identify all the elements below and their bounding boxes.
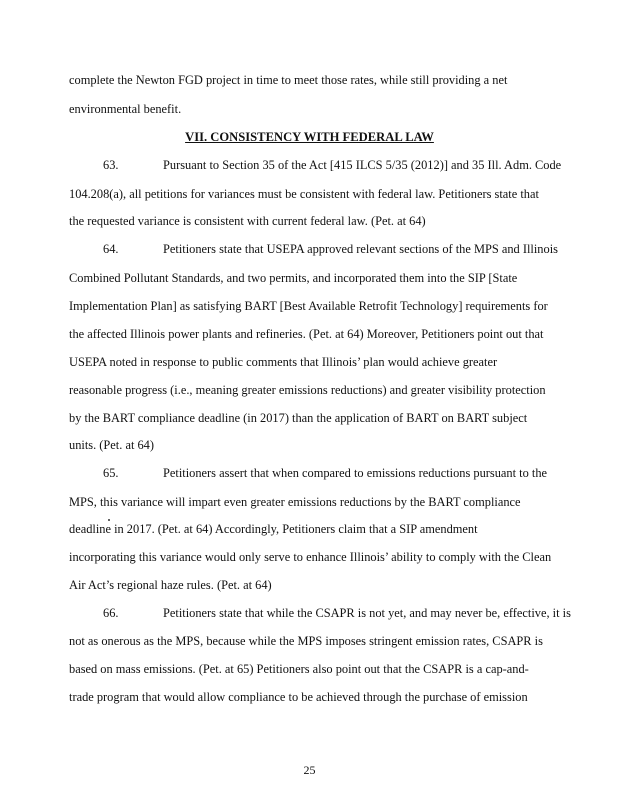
text-line: units. (Pet. at 64) [69,438,155,452]
paragraph-66-line-1 [69,605,571,621]
paragraph-63-line-1 [69,157,561,173]
text-line: Petitioners state that USEPA approved relevant sections of the MPS and Illinois [163,242,558,256]
text-line: Pursuant to Section 35 of the Act [415 ILCS 5/35 (2012)] and 35 Ill. Adm. Code [163,158,562,172]
text-line: based on mass emissions. (Pet. at 65) Petitioners also point out that the CSAPR is a cap-and- [69,662,529,676]
text-line: the requested variance is consistent with current federal law. (Pet. at 64) [69,214,426,228]
paragraph-number: 63. [103,158,119,172]
text-line: Petitioners state that while the CSAPR is not yet, and may never be, effective, it is [163,606,571,620]
text-line: by the BART compliance deadline (in 2017) than the application of BART on BART subject [69,411,528,425]
text-line: complete the Newton FGD project in time to meet those rates, while still providing a net [69,73,508,87]
text-line: USEPA noted in response to public comments that Illinois’ plan would achieve greater [69,355,498,369]
paragraph-65-line-1 [69,465,547,481]
text-line: Petitioners assert that when compared to emissions reductions pursuant to the [163,466,548,480]
text-line: not as onerous as the MPS, because while the MPS imposes stringent emission rates, CSAPR is [69,634,543,648]
text-line: Implementation Plan] as satisfying BART [Best Available Retrofit Technology] requirements for [69,299,548,313]
text-line: reasonable progress (i.e., meaning greater emissions reductions) and greater visibility protection [69,383,546,397]
text-line: deadline in 2017. (Pet. at 64) Accordingly, Petitioners claim that a SIP amendment [69,522,478,536]
text-line: incorporating this variance would only serve to enhance Illinois’ ability to comply with the Clean [69,550,552,564]
text-line: environmental benefit. [69,102,182,116]
page-number: 25 [303,763,316,777]
text-line: Combined Pollutant Standards, and two permits, and incorporated them into the SIP [State [69,271,518,285]
text-line: Air Act’s regional haze rules. (Pet. at 64) [69,578,272,592]
paragraph-number: 65. [103,466,119,480]
text-line: MPS, this variance will impart even greater emissions reductions by the BART compliance [69,495,521,509]
paragraph-number: 64. [103,242,119,256]
paragraph-number: 66. [103,606,119,620]
section-heading: VII. CONSISTENCY WITH FEDERAL LAW [185,130,434,144]
text-line: the affected Illinois power plants and refineries. (Pet. at 64) Moreover, Petitioners point out that [69,327,544,341]
paragraph-64-line-1 [69,241,558,257]
text-line: trade program that would allow compliance to be achieved through the purchase of emission [69,690,528,704]
text-line: 104.208(a), all petitions for variances must be consistent with federal law. Petitioners state that [69,187,539,201]
